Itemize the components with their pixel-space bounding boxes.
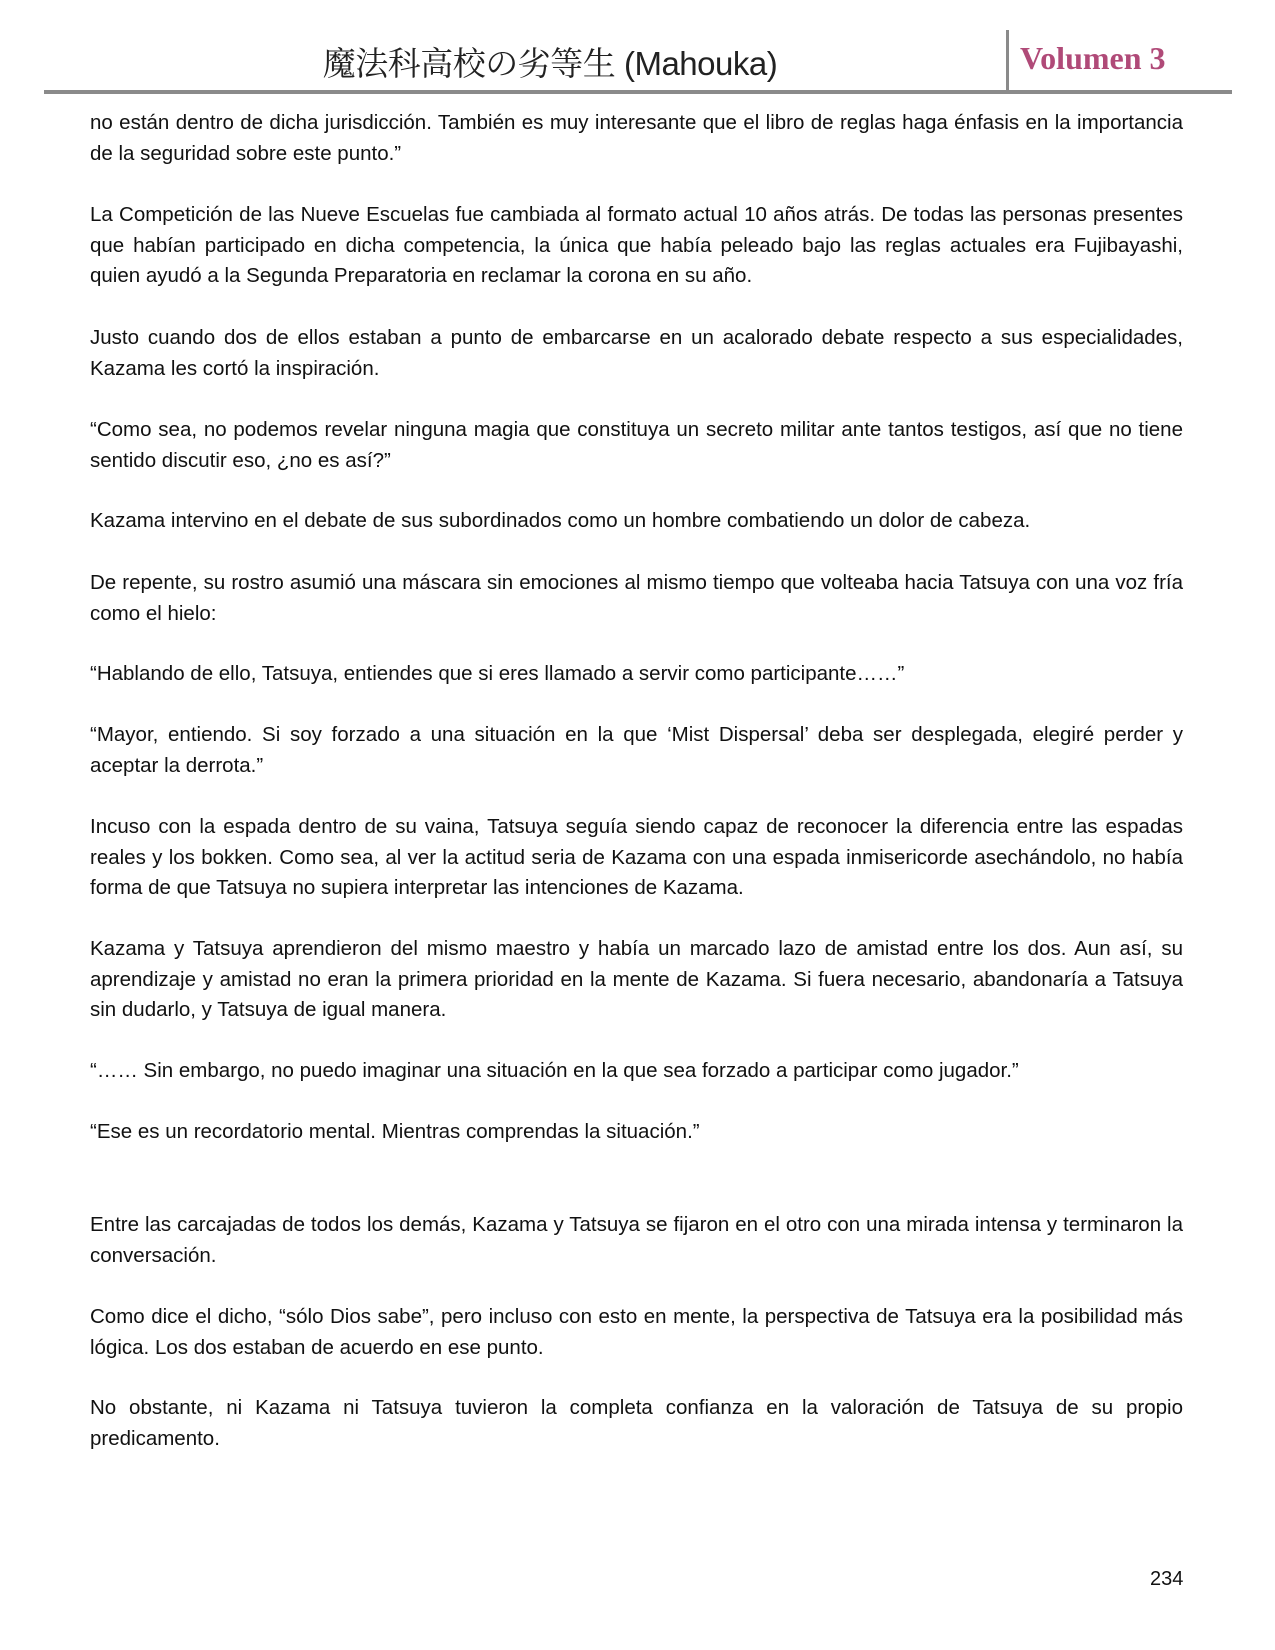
paragraph: Entre las carcajadas de todos los demás, Kazama y Tatsuya se fijaron en el otro con una mirada intensa y terminaron la conversación. [90,1213,1183,1267]
paragraph: “Como sea, no podemos revelar ninguna magia que constituya un secreto militar ante tantos testigos, así que no tiene sentido discutir eso, ¿no es así?” [90,418,1183,472]
paragraph: “Hablando de ello, Tatsuya, entiendes que si eres llamado a servir como participante……” [90,662,905,685]
header-volume: Volumen 3 [1020,40,1166,76]
paragraph: La Competición de las Nueve Escuelas fue cambiada al formato actual 10 años atrás. De todas las personas presentes que habían participado en dicha competencia, la única que había peleado bajo las reglas actuales era Fujibayashi, quien ayudó a la Segunda Preparatoria en reclamar la corona en su año. [90,203,1183,287]
header-title: 魔法科高校の劣等生 (Mahouka) [322,45,778,82]
paragraph: “…… Sin embargo, no puedo imaginar una situación en la que sea forzado a participar como jugador.” [90,1059,1019,1082]
page-number: 234 [1150,1568,1184,1590]
header-rule [44,90,1232,94]
header-divider [1006,30,1009,93]
paragraph: Kazama y Tatsuya aprendieron del mismo maestro y había un marcado lazo de amistad entre los dos. Aun así, su aprendizaje y amistad no eran la primera prioridad en la mente de Kazama. Si fuera necesario, abandonaría a Tatsuya sin dudarlo, y Tatsuya de igual manera. [90,937,1183,1021]
paragraph: Justo cuando dos de ellos estaban a punto de embarcarse en un acalorado debate respecto a sus especialidades, Kazama les cortó la inspiración. [90,326,1183,380]
paragraph: No obstante, ni Kazama ni Tatsuya tuvieron la completa confianza en la valoración de Tatsuya de su propio predicamento. [90,1396,1183,1450]
paragraph: Como dice el dicho, “sólo Dios sabe”, pero incluso con esto en mente, la perspectiva de Tatsuya era la posibilidad más lógica. Los dos estaban de acuerdo en ese punto. [90,1305,1183,1359]
paragraph: De repente, su rostro asumió una máscara sin emociones al mismo tiempo que volteaba hacia Tatsuya con una voz fría como el hielo: [90,571,1183,625]
paragraph: Kazama intervino en el debate de sus subordinados como un hombre combatiendo un dolor de cabeza. [90,509,1031,532]
paragraph: “Mayor, entiendo. Si soy forzado a una situación en la que ‘Mist Dispersal’ deba ser desplegada, elegiré perder y aceptar la derrota.” [90,723,1183,777]
paragraph: Incuso con la espada dentro de su vaina, Tatsuya seguía siendo capaz de reconocer la diferencia entre las espadas reales y los bokken. Como sea, al ver la actitud seria de Kazama con una espada inmisericorde asechándolo, no había forma de que Tatsuya no supiera interpretar las intenciones de Kazama. [90,815,1183,899]
paragraph: no están dentro de dicha jurisdicción. También es muy interesante que el libro de reglas haga énfasis en la importancia de la seguridad sobre este punto.” [90,111,1183,165]
paragraph: “Ese es un recordatorio mental. Mientras comprendas la situación.” [90,1120,700,1143]
